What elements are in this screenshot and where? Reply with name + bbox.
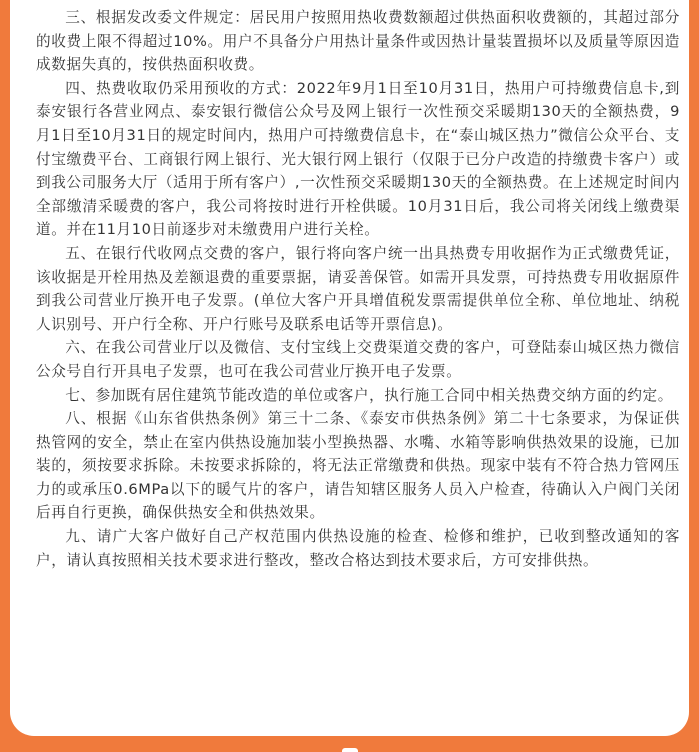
notice-card <box>10 0 689 736</box>
paragraph-5: 五、在银行代收网点交费的客户，银行将向客户统一出具热费专用收据作为正式缴费凭证，该收据是开栓用热及差额退费的重要票据，请妥善保管。如需开具发票，可持热费专用收据原件到我公司营业厅换开电子发票。(单位大客户开具增值税发票需提供单位全称、单位地址、纳税人识别号、开户行全称、开户行账号及联系电话等开票信息)。 <box>36 242 680 336</box>
paragraph-4: 四、热费收取仍采用预收的方式：2022年9月1日至10月31日，热用户可持缴费信息卡,到泰安银行各营业网点、泰安银行微信公众号及网上银行一次性预交采暖期130天的全额热费，9月1日至10月31日的规定时间内，热用户可持缴费信息卡，在“泰山城区热力”微信公众平台、支付宝缴费平台、工商银行网上银行、光大银行网上银行（仅限于已分户改造的持缴费卡客户）或到我公司服务大厅（适用于所有客户）,一次性预交采暖期130天的全额热费。在上述规定时间内全部缴清采暖费的客户，我公司将按时进行开栓供暖。10月31日后，我公司将关闭线上缴费渠道。并在11月10日前逐步对未缴费用户进行关栓。 <box>36 77 680 242</box>
paragraph-6: 六、在我公司营业厅以及微信、支付宝线上交费渠道交费的客户，可登陆泰山城区热力微信公众号自行开具电子发票，也可在我公司营业厅换开电子发票。 <box>36 336 680 383</box>
paragraph-3: 三、根据发改委文件规定：居民用户按照用热收费数额超过供热面积收费额的，其超过部分的收费上限不得超过10%。用户不具备分户用热计量条件或因热计量装置损坏以及质量等原因造成数据失真的，按供热面积收费。 <box>36 6 680 77</box>
bottom-decoration <box>342 748 358 752</box>
notice-content <box>36 6 680 572</box>
paragraph-7: 七、参加既有居住建筑节能改造的单位或客户，执行施工合同中相关热费交纳方面的约定。 <box>36 384 680 408</box>
paragraph-9: 九、请广大客户做好自己产权范围内供热设施的检查、检修和维护，已收到整改通知的客户，请认真按照相关技术要求进行整改，整改合格达到技术要求后，方可安排供热。 <box>36 525 680 572</box>
paragraph-8: 八、根据《山东省供热条例》第三十二条、《泰安市供热条例》第二十七条要求，为保证供热管网的安全，禁止在室内供热设施加装小型换热器、水嘴、水箱等影响供热效果的设施，已加装的，须按要求拆除。未按要求拆除的，将无法正常缴费和供热。现家中装有不符合热力管网压力的或承压0.6MPa以下的暖气片的客户，请告知辖区服务人员入户检查，待确认入户阀门关闭后再自行更换，确保供热安全和供热效果。 <box>36 407 680 525</box>
